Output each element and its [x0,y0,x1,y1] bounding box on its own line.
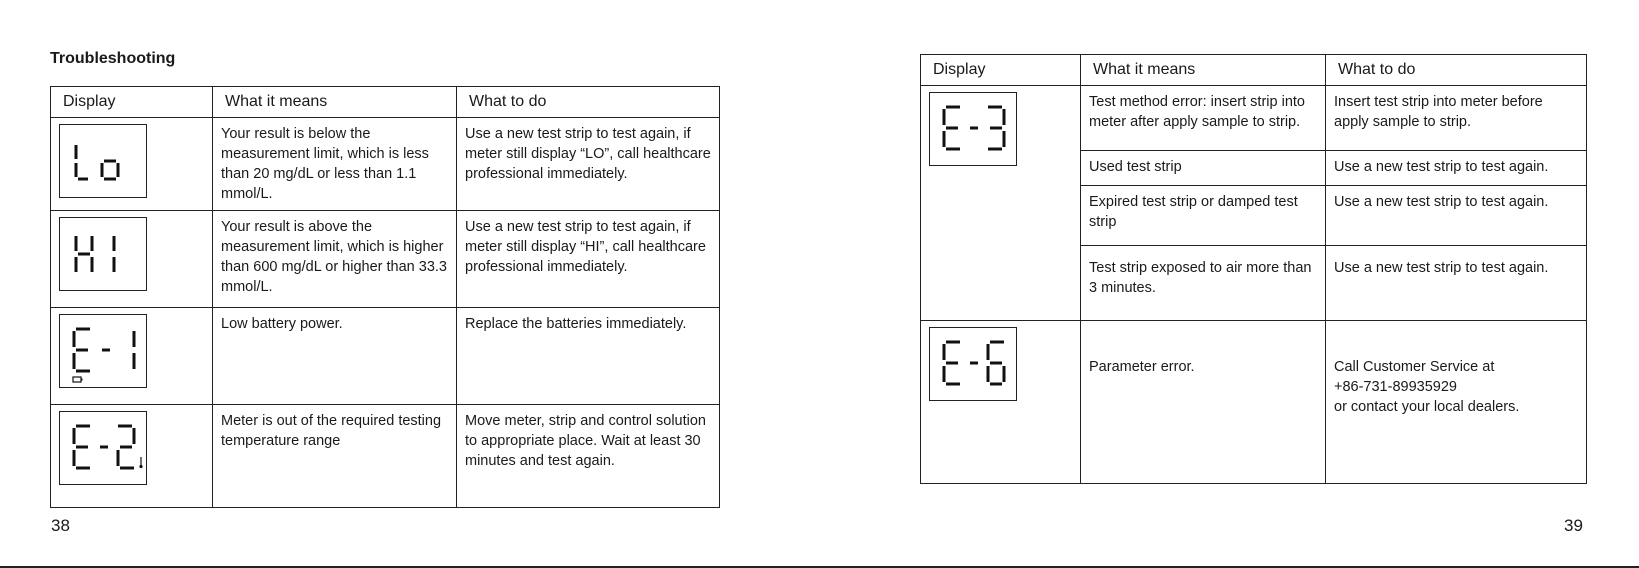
troubleshooting-table-right [920,54,1587,484]
todo-cell: Use a new test strip to test again, if meter still display “HI”, call healthcare professional immediately. [457,211,720,308]
header-what-to-do: What to do [1326,55,1587,86]
lcd-display-hi [59,217,147,291]
lcd-display-e6 [929,327,1017,401]
lcd-display-lo [59,124,147,198]
header-what-to-do: What to do [457,87,720,118]
table-row [51,211,720,308]
lcd-display-e3 [929,92,1017,166]
todo-line: Call Customer Service at [1334,359,1495,375]
todo-cell: Move meter, strip and control solution to appropriate place. Wait at least 30 minutes and test again. [457,405,720,508]
header-what-it-means: What it means [213,87,457,118]
means-cell: Your result is below the measurement limit, which is less than 20 mg/dL or less than 1.1 mmol/L. [213,118,457,211]
means-cell: Test strip exposed to air more than 3 minutes. [1081,246,1326,321]
todo-cell [1326,321,1587,484]
thermometer-icon [139,457,142,468]
todo-cell: Use a new test strip to test again. [1326,186,1587,246]
header-display: Display [51,87,213,118]
todo-cell: Insert test strip into meter before apply sample to strip. [1326,86,1587,151]
means-cell: Used test strip [1081,151,1326,186]
display-cell [921,321,1081,484]
battery-icon [73,377,83,382]
means-cell: Parameter error. [1081,321,1326,484]
table-row [51,308,720,405]
means-cell: Test method error: insert strip into meter after apply sample to strip. [1081,86,1326,151]
todo-cell: Use a new test strip to test again, if meter still display “LO”, call healthcare professional immediately. [457,118,720,211]
header-display: Display [921,55,1081,86]
header-what-it-means: What it means [1081,55,1326,86]
means-cell: Expired test strip or damped test strip [1081,186,1326,246]
table-row [921,321,1587,484]
means-cell: Your result is above the measurement limit, which is higher than 600 mg/dL or higher than 33.3 mmol/L. [213,211,457,308]
troubleshooting-table-left [50,86,720,508]
page-number-left: 38 [51,516,70,535]
display-cell [921,86,1081,321]
display-cell [51,405,213,508]
todo-cell: Use a new test strip to test again. [1326,246,1587,321]
todo-cell: Use a new test strip to test again. [1326,151,1587,186]
table-row [51,405,720,508]
todo-line: or contact your local dealers. [1334,399,1520,415]
lcd-display-e1 [59,314,147,388]
table-row [51,118,720,211]
display-cell [51,118,213,211]
means-cell: Meter is out of the required testing temperature range [213,405,457,508]
table-header-row [51,87,720,118]
table-row [921,86,1587,151]
page-number-right: 39 [1564,516,1583,535]
todo-cell: Replace the batteries immediately. [457,308,720,405]
display-cell [51,308,213,405]
table-header-row [921,55,1587,86]
means-cell: Low battery power. [213,308,457,405]
lcd-display-e2 [59,411,147,485]
phone-number: +86-731-89935929 [1334,379,1457,395]
page-heading: Troubleshooting [50,50,176,67]
display-cell [51,211,213,308]
